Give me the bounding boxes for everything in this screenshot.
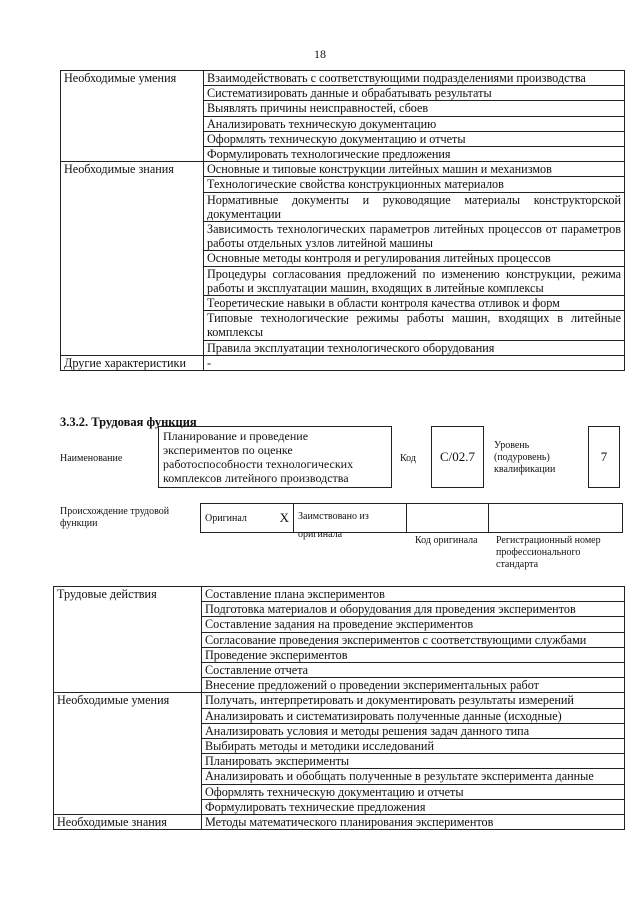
table-row — [61, 355, 625, 370]
name-label: Наименование — [60, 453, 123, 464]
table-row — [54, 587, 625, 602]
level-value-box: 7 — [588, 426, 620, 488]
code-label: Код — [400, 453, 416, 464]
group-label: Другие характеристики — [61, 355, 204, 370]
requirement-item: Оформлять техническую документацию и отчеты — [204, 131, 625, 146]
requirement-item: Составление задания на проведение экспериментов — [202, 617, 625, 632]
group-label: Необходимые знания — [61, 162, 204, 356]
requirement-item: Составление плана экспериментов — [202, 587, 625, 602]
requirement-item: Подготовка материалов и оборудования для проведения экспериментов — [202, 602, 625, 617]
top-requirements-table — [60, 70, 625, 371]
requirement-item: Выявлять причины неисправностей, сбоев — [204, 101, 625, 116]
requirement-item: Правила эксплуатации технологического оборудования — [204, 340, 625, 355]
registration-number-caption: Регистрационный номер профессионального стандарта — [496, 535, 601, 570]
original-cell — [200, 503, 294, 533]
group-label: Необходимые умения — [61, 71, 204, 162]
borrowed-label: Заимствовано из оригинала — [298, 511, 369, 540]
section-title: 3.3.2. Трудовая функция — [60, 415, 197, 429]
requirement-item: Технологические свойства конструкционных материалов — [204, 177, 625, 192]
requirement-item: Получать, интерпретировать и документировать результаты измерений — [202, 693, 625, 708]
requirement-item: Проведение экспериментов — [202, 647, 625, 662]
group-label: Трудовые действия — [54, 587, 202, 693]
group-label: Необходимые знания — [54, 815, 202, 830]
origin-row — [200, 503, 623, 540]
bottom-requirements-table — [53, 586, 625, 830]
requirement-item: Основные и типовые конструкции литейных машин и механизмов — [204, 162, 625, 177]
borrowed-cell — [293, 503, 407, 540]
origin-label: Происхождение трудовой функции — [60, 506, 170, 529]
requirement-item: Составление отчета — [202, 663, 625, 678]
function-name-box: Планирование и проведение экспериментов по оценке работоспособности технологических комплексов литейного производства — [158, 426, 392, 488]
requirement-item: Анализировать и обобщать полученные в результате эксперимента данные — [202, 769, 625, 784]
requirement-item: Анализировать условия и методы решения задач данного типа — [202, 723, 625, 738]
requirement-item: Методы математического планирования экспериментов — [202, 815, 625, 830]
requirement-item: Оформлять техническую документацию и отчеты — [202, 784, 625, 799]
original-label: Оригинал — [205, 512, 247, 524]
code-value-box: C/02.7 — [431, 426, 484, 488]
requirement-item: Взаимодействовать с соответствующими подразделениями производства — [204, 71, 625, 86]
page-number: 18 — [314, 47, 326, 61]
requirement-item: Зависимость технологических параметров литейных процессов от параметров работы отдельных узлов литейной машины — [204, 222, 625, 251]
requirement-item: Процедуры согласования предложений по изменению конструкции, режима работы и эксплуатации машин, входящих в литейные комплексы — [204, 266, 625, 295]
requirement-item: Анализировать техническую документацию — [204, 116, 625, 131]
requirement-item: Анализировать и систематизировать полученные данные (исходные) — [202, 708, 625, 723]
requirement-item: Формулировать технологические предложения — [204, 147, 625, 162]
requirement-item: Основные методы контроля и регулирования литейных процессов — [204, 251, 625, 266]
requirement-item: Внесение предложений о проведении экспериментальных работ — [202, 678, 625, 693]
table-row — [61, 71, 625, 86]
table-row — [61, 162, 625, 177]
requirement-item: Систематизировать данные и обрабатывать результаты — [204, 86, 625, 101]
requirement-item: Формулировать технические предложения — [202, 799, 625, 814]
requirement-item: Теоретические навыки в области контроля качества отливок и форм — [204, 296, 625, 311]
group-label: Необходимые умения — [54, 693, 202, 815]
requirement-item: Согласование проведения экспериментов с соответствующими службами — [202, 632, 625, 647]
table-row — [54, 815, 625, 830]
original-code-cell — [406, 503, 489, 533]
original-mark: X — [279, 510, 289, 525]
requirement-item: Нормативные документы и руководящие материалы конструкторской документации — [204, 192, 625, 221]
requirement-item: Выбирать методы и методики исследований — [202, 739, 625, 754]
requirement-item: - — [204, 355, 625, 370]
original-code-caption: Код оригинала — [415, 535, 478, 546]
registration-number-cell — [488, 503, 623, 533]
level-label: Уровень (подуровень) квалификации — [494, 440, 556, 475]
table-row — [54, 693, 625, 708]
requirement-item: Типовые технологические режимы работы машин, входящих в литейные комплексы — [204, 311, 625, 340]
requirement-item: Планировать эксперименты — [202, 754, 625, 769]
